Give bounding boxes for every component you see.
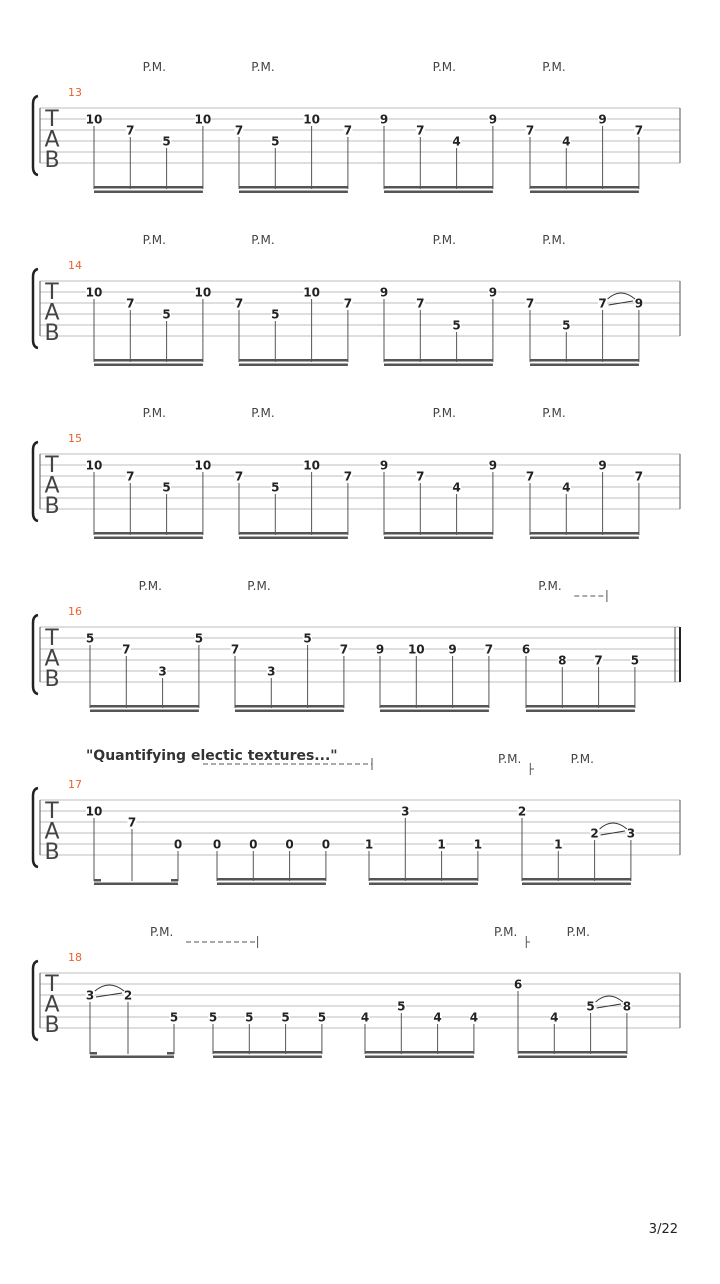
beam [518,1051,627,1054]
beam [518,1056,627,1059]
fret-number: 7 [343,469,353,484]
beam [94,532,203,535]
fret-number: 3 [158,664,167,679]
palm-mute-label: P.M. [538,579,562,593]
fret-number: 2 [590,826,599,841]
palm-mute-label: P.M. [247,579,271,593]
fret-number: 7 [234,296,244,311]
measure-number: 16 [68,605,82,618]
palm-mute-label: P.M. [570,752,594,766]
measure-number: 17 [68,778,82,791]
beam [239,186,348,189]
fret-number: 7 [343,123,353,138]
fret-number: 5 [452,318,461,333]
beam [522,878,631,881]
beam [384,537,493,540]
fret-number: 7 [634,123,644,138]
palm-mute-label: P.M. [498,752,522,766]
fret-number: 0 [249,837,258,852]
fret-number: 4 [562,134,571,149]
fret-number: 1 [554,837,563,852]
fret-number: 10 [194,458,212,473]
fret-number: 1 [473,837,483,852]
beam [217,883,326,886]
fret-number: 10 [85,458,103,473]
fret-number: 5 [586,999,595,1014]
beam [530,186,639,189]
fret-number: 2 [517,804,527,819]
slur [600,823,627,829]
fret-number: 10 [194,285,212,300]
fret-number: 9 [379,112,389,127]
fret-number: 5 [162,134,171,149]
tab-clef-letter: B [44,321,60,346]
beam [530,537,639,540]
fret-number: 0 [285,837,294,852]
beam [235,710,344,713]
fret-number: 5 [397,999,406,1014]
slur [95,985,124,991]
beam [365,1056,474,1059]
palm-mute-label: P.M. [432,233,456,247]
fret-number: 10 [303,458,320,473]
beam [239,537,348,540]
fret-number: 7 [525,296,535,311]
fret-number: 5 [317,1010,327,1025]
fret-number: 9 [448,642,457,657]
tab-system [33,233,680,366]
tab-clef-letter: T [45,453,59,478]
fret-number: 7 [126,296,135,311]
beam [365,1051,474,1054]
beam [94,186,203,189]
beam [380,705,489,708]
beam [384,532,493,535]
fret-number: 7 [598,296,607,311]
fret-number: 10 [85,804,103,819]
fret-number: 7 [339,642,349,657]
system-bracket [33,269,38,348]
fret-number: 3 [267,664,276,679]
fret-number: 5 [271,134,280,149]
fret-number: 9 [488,458,498,473]
system-bracket [33,788,38,867]
fret-number: 0 [321,837,331,852]
tab-clef-letter: T [45,972,59,997]
beam-stub [90,1052,97,1055]
tab-clef-letter: T [45,280,59,305]
palm-mute-label: P.M. [150,925,174,939]
beam [239,191,348,194]
tab-system [33,60,680,193]
palm-mute-label: P.M. [142,60,166,74]
beam [384,364,493,367]
palm-mute-label: P.M. [432,406,456,420]
beam [94,359,203,362]
fret-number: 9 [598,112,607,127]
fret-number: 10 [85,285,103,300]
beam [239,359,348,362]
fret-number: 2 [123,988,133,1003]
beam [90,1056,174,1059]
tab-clef-letter: A [44,992,60,1018]
palm-mute-label: P.M. [251,406,275,420]
fret-number: 1 [437,837,446,852]
page-number: 3/22 [648,1222,678,1237]
palm-mute-label: P.M. [432,60,456,74]
palm-mute-label: P.M. [542,406,566,420]
beam [380,710,489,713]
beam-stub [94,879,101,882]
fret-number: 0 [212,837,222,852]
fret-number: 7 [343,296,353,311]
fret-number: 5 [162,480,171,495]
fret-number: 10 [303,285,320,300]
fret-number: 7 [234,469,244,484]
fret-number: 7 [230,642,240,657]
fret-number: 8 [622,999,632,1014]
slur [608,293,635,299]
fret-number: 4 [433,1010,442,1025]
palm-mute-label: P.M. [142,233,166,247]
beam [213,1056,322,1059]
beam-stub [171,879,178,882]
tab-clef-letter: A [44,127,60,153]
system-bracket [33,442,38,521]
system-bracket [33,961,38,1040]
beam [94,191,203,194]
measure-number: 15 [68,432,82,445]
fret-number: 9 [634,296,644,311]
beam [94,364,203,367]
beam [530,364,639,367]
tab-system [33,925,680,1058]
fret-number: 4 [469,1010,479,1025]
tab-clef-letter: A [44,473,60,499]
beam-stub [167,1052,174,1055]
tab-system [33,406,680,539]
beam [530,191,639,194]
fret-number: 4 [360,1010,370,1025]
measure-number: 14 [68,259,82,272]
fret-number: 4 [452,480,461,495]
fret-number: 7 [525,123,535,138]
fret-number: 6 [513,977,523,992]
fret-number: 5 [208,1010,218,1025]
fret-number: 4 [550,1010,559,1025]
fret-number: 9 [488,285,498,300]
fret-number: 5 [281,1010,290,1025]
beam [94,537,203,540]
fret-number: 10 [303,112,320,127]
palm-mute-label: P.M. [138,579,162,593]
fret-number: 9 [379,458,389,473]
tab-clef-letter: A [44,300,60,326]
fret-number: 9 [488,112,498,127]
beam [217,878,326,881]
fret-number: 7 [416,296,425,311]
tab-clef-letter: B [44,840,60,865]
fret-number: 4 [562,480,571,495]
fret-number: 1 [364,837,374,852]
system-bracket [33,615,38,694]
fret-number: 10 [407,642,425,657]
fret-number: 5 [271,480,280,495]
fret-number: 3 [401,804,410,819]
fret-number: 4 [452,134,461,149]
beam [384,359,493,362]
tab-clef-letter: A [44,646,60,672]
fret-number: 5 [169,1010,179,1025]
beam [235,705,344,708]
tab-clef-letter: T [45,799,59,824]
system-bracket [33,96,38,175]
palm-mute-label: P.M. [542,60,566,74]
fret-number: 7 [594,653,603,668]
fret-number: 5 [562,318,571,333]
beam [239,532,348,535]
fret-number: 9 [375,642,385,657]
fret-number: 5 [271,307,280,322]
palm-mute-label: P.M. [542,233,566,247]
fret-number: 6 [521,642,531,657]
fret-number: 3 [85,988,95,1003]
beam [213,1051,322,1054]
palm-mute-label: P.M. [251,60,275,74]
beam [384,186,493,189]
beam [384,191,493,194]
beam [526,710,635,713]
fret-number: 5 [303,631,312,646]
fret-number: 5 [162,307,171,322]
fret-number: 7 [525,469,535,484]
fret-number: 0 [173,837,183,852]
fret-number: 7 [416,469,425,484]
beam [526,705,635,708]
palm-mute-label: P.M. [142,406,166,420]
fret-number: 10 [194,112,212,127]
beam [90,710,199,713]
beam [530,532,639,535]
fret-number: 7 [126,469,135,484]
fret-number: 9 [379,285,389,300]
tab-clef-letter: B [44,1013,60,1038]
beam [369,883,478,886]
tab-system [33,748,680,885]
beam [522,883,631,886]
tab-system [33,579,680,712]
beam [530,359,639,362]
fret-number: 7 [127,815,137,830]
measure-number: 18 [68,951,82,964]
tab-clef-letter: B [44,148,60,173]
fret-number: 7 [122,642,131,657]
beam [239,364,348,367]
tab-clef-letter: T [45,626,59,651]
beam [90,705,199,708]
tab-clef-letter: T [45,107,59,132]
fret-number: 5 [85,631,95,646]
annotation-text: "Quantifying electic textures..." [86,748,338,764]
tab-clef-letter: B [44,667,60,692]
palm-mute-label: P.M. [566,925,590,939]
beam [369,878,478,881]
fret-number: 3 [626,826,636,841]
fret-number: 7 [416,123,425,138]
tab-clef-letter: B [44,494,60,519]
fret-number: 7 [234,123,244,138]
palm-mute-label: P.M. [251,233,275,247]
beam [94,883,178,886]
palm-mute-label: P.M. [494,925,518,939]
fret-number: 5 [630,653,640,668]
fret-number: 7 [484,642,494,657]
tab-clef-letter: A [44,819,60,845]
fret-number: 7 [126,123,135,138]
fret-number: 5 [245,1010,254,1025]
fret-number: 5 [194,631,204,646]
fret-number: 8 [558,653,567,668]
fret-number: 9 [598,458,607,473]
fret-number: 7 [634,469,644,484]
fret-number: 10 [85,112,103,127]
measure-number: 13 [68,86,82,99]
slur [596,996,623,1002]
